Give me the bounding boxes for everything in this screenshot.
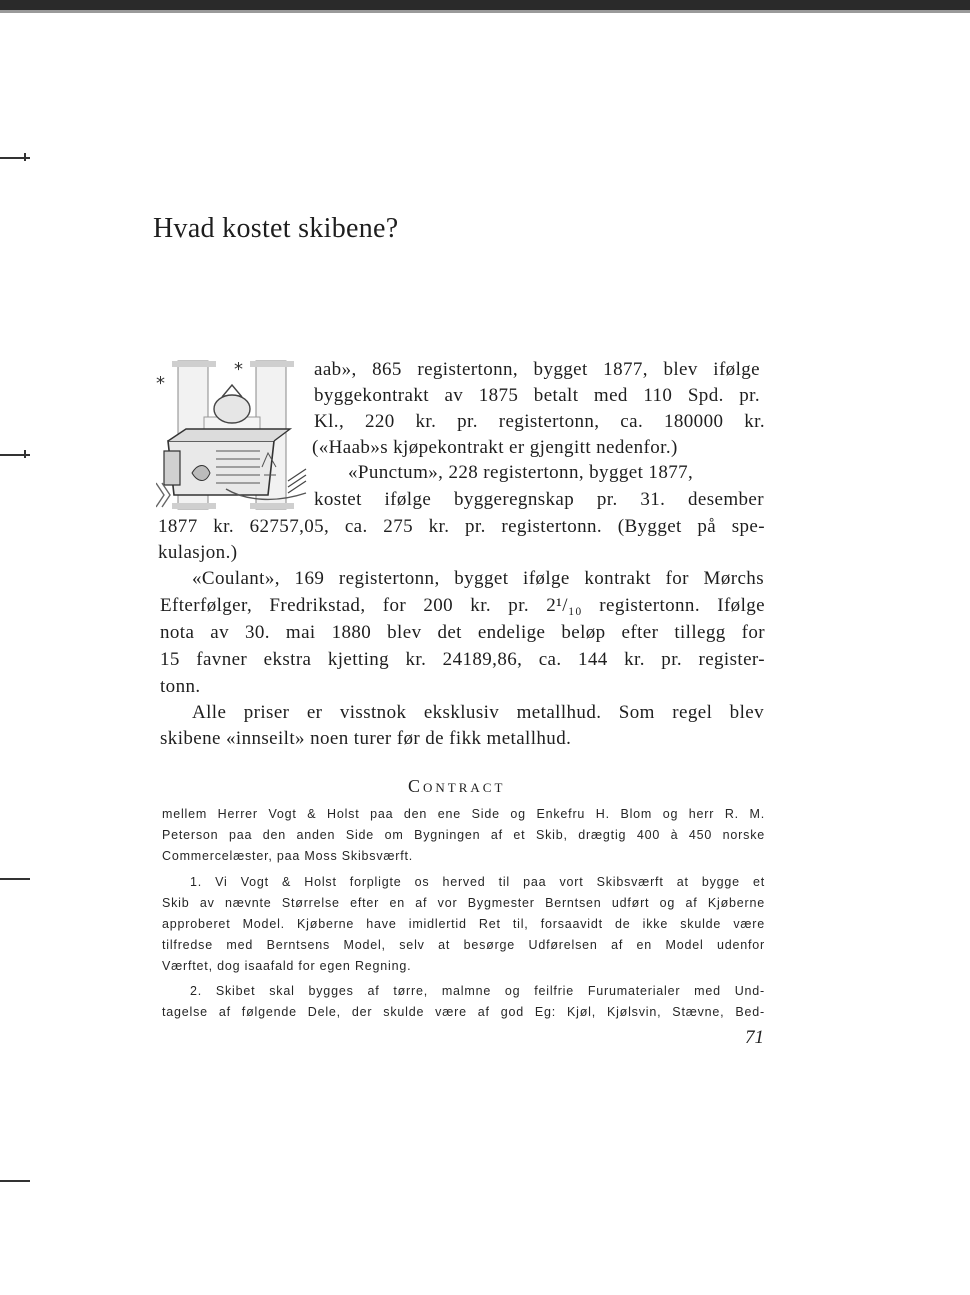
paragraph-line: «Coulant», 169 registertonn, bygget ifølge kontrakt for Mørchs bbox=[192, 568, 764, 589]
contract-line: Commercelæster, paa Moss Skibsværft. bbox=[162, 849, 414, 863]
paragraph-line: kostet ifølge byggeregnskap pr. 31. desember bbox=[314, 489, 764, 510]
paragraph-line: tonn. bbox=[160, 676, 201, 697]
paragraph-line: skibene «innseilt» noen turer før de fikk metallhud. bbox=[160, 728, 572, 749]
contract-line: tilfredse med Berntsens Model, selv at besørge Udførelsen af en Model udenfor bbox=[162, 938, 765, 952]
svg-text:*: * bbox=[234, 359, 243, 380]
paragraph-line: Kl., 220 kr. pr. registertonn, ca. 180000 kr. bbox=[314, 411, 765, 432]
paragraph-line: («Haab»s kjøpekontrakt er gjengitt nedenfor.) bbox=[312, 437, 678, 458]
svg-text:*: * bbox=[156, 373, 165, 394]
contract-line: Peterson paa den anden Side om Bygningen af et Skib, drægtig 400 à 450 norske bbox=[162, 828, 765, 842]
margin-tick bbox=[24, 153, 26, 161]
contract-line: mellem Herrer Vogt & Holst paa den ene Side og Enkefru H. Blom og herr R. M. bbox=[162, 807, 765, 821]
paragraph-line: 15 favner ekstra kjetting kr. 24189,86, ca. 144 kr. pr. register- bbox=[160, 649, 765, 670]
paragraph-line: aab», 865 registertonn, bygget 1877, blev ifølge bbox=[314, 359, 760, 380]
scan-top-edge-shadow bbox=[0, 10, 970, 13]
page-number: 71 bbox=[745, 1027, 764, 1048]
paragraph-line: nota av 30. mai 1880 blev det endelige beløp efter tillegg for bbox=[160, 622, 765, 643]
contract-line: Skib av nævnte Størrelse efter en af vor Bygmester Berntsen udført og af Kjøberne bbox=[162, 896, 765, 910]
contract-line: Værftet, dog isaafald for egen Regning. bbox=[162, 959, 412, 973]
margin-mark bbox=[0, 878, 30, 880]
contract-line: approberet Model. Kjøberne have imidlertid Ret til, forsaavidt de ikke skulde være bbox=[162, 917, 765, 931]
paragraph-line: kulasjon.) bbox=[158, 542, 238, 563]
decorated-initial bbox=[156, 355, 314, 515]
paragraph-line: byggekontrakt av 1875 betalt med 110 Spd. pr. bbox=[314, 385, 760, 406]
paragraph-line: «Punctum», 228 registertonn, bygget 1877, bbox=[348, 462, 694, 483]
page-title: Hvad kostet skibene? bbox=[153, 213, 399, 244]
margin-mark bbox=[0, 1180, 30, 1182]
paragraph-line: 1877 kr. 62757,05, ca. 275 kr. pr. registertonn. (Bygget på spe- bbox=[158, 516, 765, 537]
paragraph-line: Alle priser er visstnok eksklusiv metallhud. Som regel blev bbox=[192, 702, 764, 723]
contract-heading: Contract bbox=[408, 776, 506, 796]
contract-line: tagelse af følgende Dele, der skulde være af god Eg: Kjøl, Kjølsvin, Stævne, Bed- bbox=[162, 1005, 765, 1019]
paragraph-line: Efterfølger, Fredrikstad, for 200 kr. pr. 2¹/₁₀ registertonn. Ifølge bbox=[160, 595, 765, 616]
margin-tick bbox=[24, 450, 26, 458]
contract-line: 2. Skibet skal bygges af tørre, malmne og feilfrie Furumaterialer med Und- bbox=[190, 984, 765, 998]
illuminated-letter-icon bbox=[156, 355, 314, 515]
contract-line: 1. Vi Vogt & Holst forpligte os herved til paa vort Skibsværft at bygge et bbox=[190, 875, 765, 889]
scan-top-edge bbox=[0, 0, 970, 10]
